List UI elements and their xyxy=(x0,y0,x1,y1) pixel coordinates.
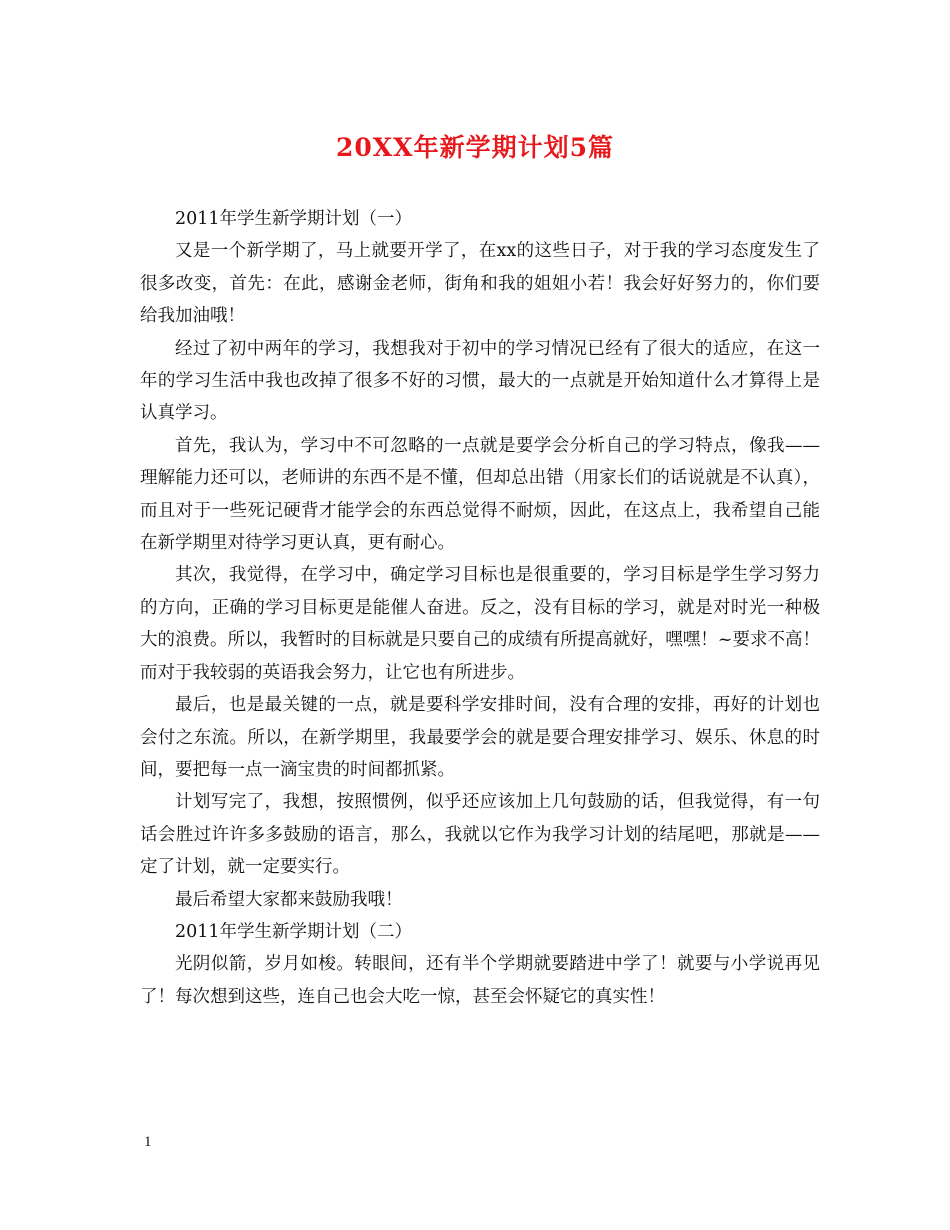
paragraph: 计划写完了，我想，按照惯例，似乎还应该加上几句鼓励的话，但我觉得，有一句话会胜过许许多多鼓励的语言，那么，我就以它作为我学习计划的结尾吧，那就是——定了计划，就一定要实行。 xyxy=(140,792,820,878)
page-number: 1 xyxy=(144,1134,152,1150)
paragraph: 最后，也是最关键的一点，就是要科学安排时间，没有合理的安排，再好的计划也会付之东流。所以，在新学期里，我最要学会的就是要合理安排学习、娱乐、休息的时间，要把每一点一滴宝贵的时间都抓紧。 xyxy=(140,695,820,780)
document-body xyxy=(140,203,820,1013)
paragraph: 2011年学生新学期计划（一） xyxy=(175,209,413,229)
paragraph: 其次，我觉得，在学习中，确定学习目标也是很重要的，学习目标是学生学习努力的方向，正确的学习目标更是能催人奋进。反之，没有目标的学习，就是对时光一种极大的浪费。所以，我暂时的目标就是只要自己的成绩有所提高就好，嘿嘿！~要求不高！而对于我较弱的英语我会努力，让它也有所进步。 xyxy=(140,565,820,683)
paragraph: 又是一个新学期了，马上就要开学了，在xx的这些日子，对于我的学习态度发生了很多改变，首先：在此，感谢金老师，街角和我的姐姐小若！我会好好努力的，你们要给我加油哦！ xyxy=(140,241,820,327)
document-title: 20XX年新学期计划5篇 xyxy=(336,133,614,162)
paragraph: 光阴似箭，岁月如梭。转眼间，还有半个学期就要踏进中学了！就要与小学说再见了！每次想到这些，连自己也会大吃一惊，甚至会怀疑它的真实性！ xyxy=(140,954,820,1007)
paragraph: 经过了初中两年的学习，我想我对于初中的学习情况已经有了很大的适应，在这一年的学习生活中我也改掉了很多不好的习惯，最大的一点就是开始知道什么才算得上是认真学习。 xyxy=(140,338,820,424)
paragraph: 2011年学生新学期计划（二） xyxy=(175,921,413,942)
paragraph: 最后希望大家都来鼓励我哦！ xyxy=(175,889,403,910)
paragraph: 首先，我认为，学习中不可忽略的一点就是要学会分析自己的学习特点，像我——理解能力还可以，老师讲的东西不是不懂，但却总出错（用家长们的话说就是不认真），而且对于一些死记硬背才能学会的东西总觉得不耐烦，因此，在这点上，我希望自己能在新学期里对待学习更认真，更有耐心。 xyxy=(140,435,820,554)
